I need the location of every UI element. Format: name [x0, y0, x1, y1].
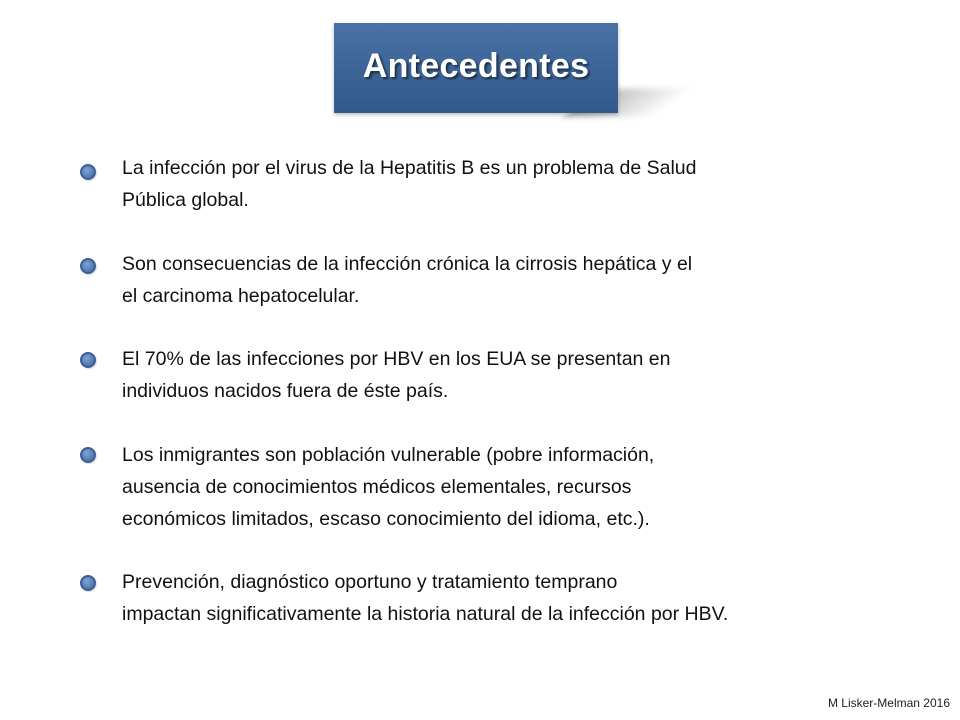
bullet-circle-icon	[80, 164, 96, 180]
bullet-line: Son consecuencias de la infección crónica la cirrosis hepática y el	[122, 253, 693, 275]
bullet-line: La infección por el virus de la Hepatitis B es un problema de Salud	[122, 157, 697, 179]
bullet-line: individuos nacidos fuera de éste país.	[122, 380, 449, 402]
bullet-circle-icon	[80, 258, 96, 274]
bullet-text	[122, 566, 912, 630]
bullet-line: El 70% de las infecciones por HBV en los EUA se presentan en	[122, 348, 671, 370]
bullet-text	[122, 152, 912, 216]
bullet-line: impactan significativamente la historia natural de la infección por HBV.	[122, 603, 729, 625]
bullet-circle-icon	[80, 447, 96, 463]
bullet-line: Los inmigrantes son población vulnerable (pobre información,	[122, 444, 655, 466]
footer-credit: M Lisker-Melman 2016	[827, 696, 950, 710]
bullet-line: el carcinoma hepatocelular.	[122, 285, 360, 307]
bullet-line: económicos limitados, escaso conocimiento del idioma, etc.).	[122, 508, 650, 530]
bullet-line: ausencia de conocimientos médicos elementales, recursos	[122, 476, 632, 498]
slide-title: Antecedentes	[362, 46, 590, 85]
bullet-circle-icon	[80, 575, 96, 591]
bullet-line: Pública global.	[122, 189, 249, 211]
bullet-text	[122, 439, 912, 535]
bullet-line: Prevención, diagnóstico oportuno y tratamiento temprano	[122, 571, 618, 593]
bullet-text	[122, 343, 912, 407]
bullet-circle-icon	[80, 352, 96, 368]
bullet-text	[122, 248, 912, 312]
